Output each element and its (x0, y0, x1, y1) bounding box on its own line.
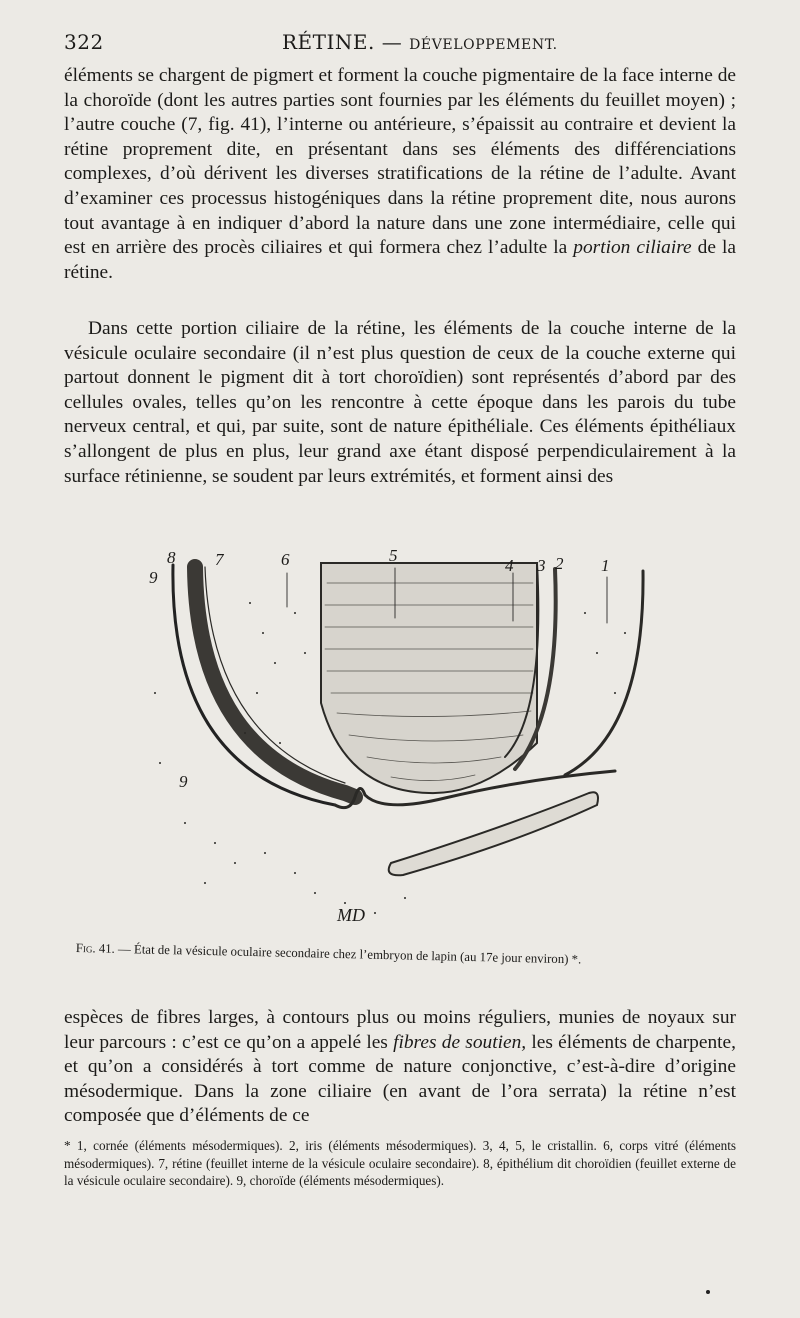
paragraph-2-text: Dans cette portion ciliaire de la rétine, les éléments de la couche interne de la vésicule oculaire secondaire (il n’est plus question de ceux de la couche externe qui partout donnent le pigment dit à tort choroïdien) sont représentés d’abord par des cellules ovales, telles qu’on les rencontre à cette époque dans les parois du tube nerveux central, et qui, par suite, sont de nature épithéliale. Ces éléments épithéliaux s’allongent de plus en plus, leur grand axe étant disposé perpendiculairement à la surface rétinienne, se soudent par leurs extrémités, et forment ainsi des (64, 318, 736, 487)
print-mark (706, 1290, 710, 1294)
figure-label-2: 2 (555, 554, 564, 573)
paragraph-3-end: les éléments de charpente, et qu’on a considérés à tort comme de nature conjonctive, c’est-à-dire d’origine mésodermique. Dans la zone ciliaire (en avant de l’ora serrata) la rétine n’est composée que d’éléments de ce (64, 1031, 736, 1127)
caption-figure-number: Fig. 41. (75, 940, 115, 956)
term-fibres-de-soutien: fibres de soutien, (393, 1031, 527, 1053)
footnote: * 1, cornée (éléments mésodermiques). 2, iris (éléments mésodermiques). 3, 4, 5, le cristallin. 6, corps vitré (éléments mésodermiques). 7, rétine (feuillet interne de la vésicule oculaire secondaire). 8, épithélium dit choroïdien (feuillet externe de la vésicule oculaire secondaire). 9, choroïde (éléments mésodermiques). (64, 1138, 736, 1188)
figure-label-6: 6 (281, 550, 290, 569)
figure-label-5: 5 (389, 546, 398, 565)
page-number: 322 (64, 30, 104, 54)
term-portion-ciliaire: portion ciliaire (573, 237, 692, 259)
figure-label-7: 7 (215, 550, 224, 569)
paragraph-1-end: de la rétine. (64, 237, 736, 283)
paragraph-3 (64, 1006, 736, 1129)
paragraph-1 (64, 64, 736, 285)
paragraph-1-text: éléments se chargent de pigmert et forment la couche pigmentaire de la face interne de la choroïde (dont les autres parties sont fournies par les éléments du feuillet moyen) ; l’autre couche (7, fig. 41), l’interne ou antérieure, s’épaissit au contraire et devient la rétine proprement dite, en présentant dans ses éléments des différenciations complexes, d’où dérivent les diverses stratifications de la rétine de l’adulte. Avant d’examiner ces processus histogéniques dans la rétine proprement dite, nous aurons tout avantage à en indiquer d’abord la nature dans une zone intermédiaire, celle qui est en arrière des procès ciliaires et qui formera chez l’adulte la (64, 65, 736, 259)
cornea-wall (565, 571, 643, 775)
figure-label-8: 8 (167, 548, 176, 567)
figure-label-1: 1 (601, 556, 610, 575)
running-header (64, 30, 736, 60)
figure-label-md: MD (337, 905, 365, 925)
figure-label-3: 3 (537, 556, 546, 575)
figure-label-4: 4 (505, 556, 514, 575)
figure-label-9-top: 9 (149, 568, 158, 587)
lens-outline (321, 563, 537, 793)
running-title-dash: — (374, 30, 410, 54)
eyelid-fold (389, 792, 598, 875)
running-title-sub: DÉVELOPPEMENT. (409, 37, 558, 53)
running-title (282, 30, 558, 54)
paragraph-2 (64, 317, 736, 489)
figure-41-illustration (145, 543, 665, 943)
caption-text: — État de la vésicule oculaire secondaire chez l’embryon de lapin (au 17e jour environ) *. (114, 941, 582, 967)
figure-caption (76, 940, 776, 972)
paragraph-3-text: espèces de fibres larges, à contours plus ou moins réguliers, munies de noyaux sur leur parcours : c’est ce qu’on a appelé les (64, 1007, 736, 1053)
figure-label-9-lower: 9 (179, 772, 188, 791)
running-title-main: RÉTINE. (282, 30, 375, 54)
